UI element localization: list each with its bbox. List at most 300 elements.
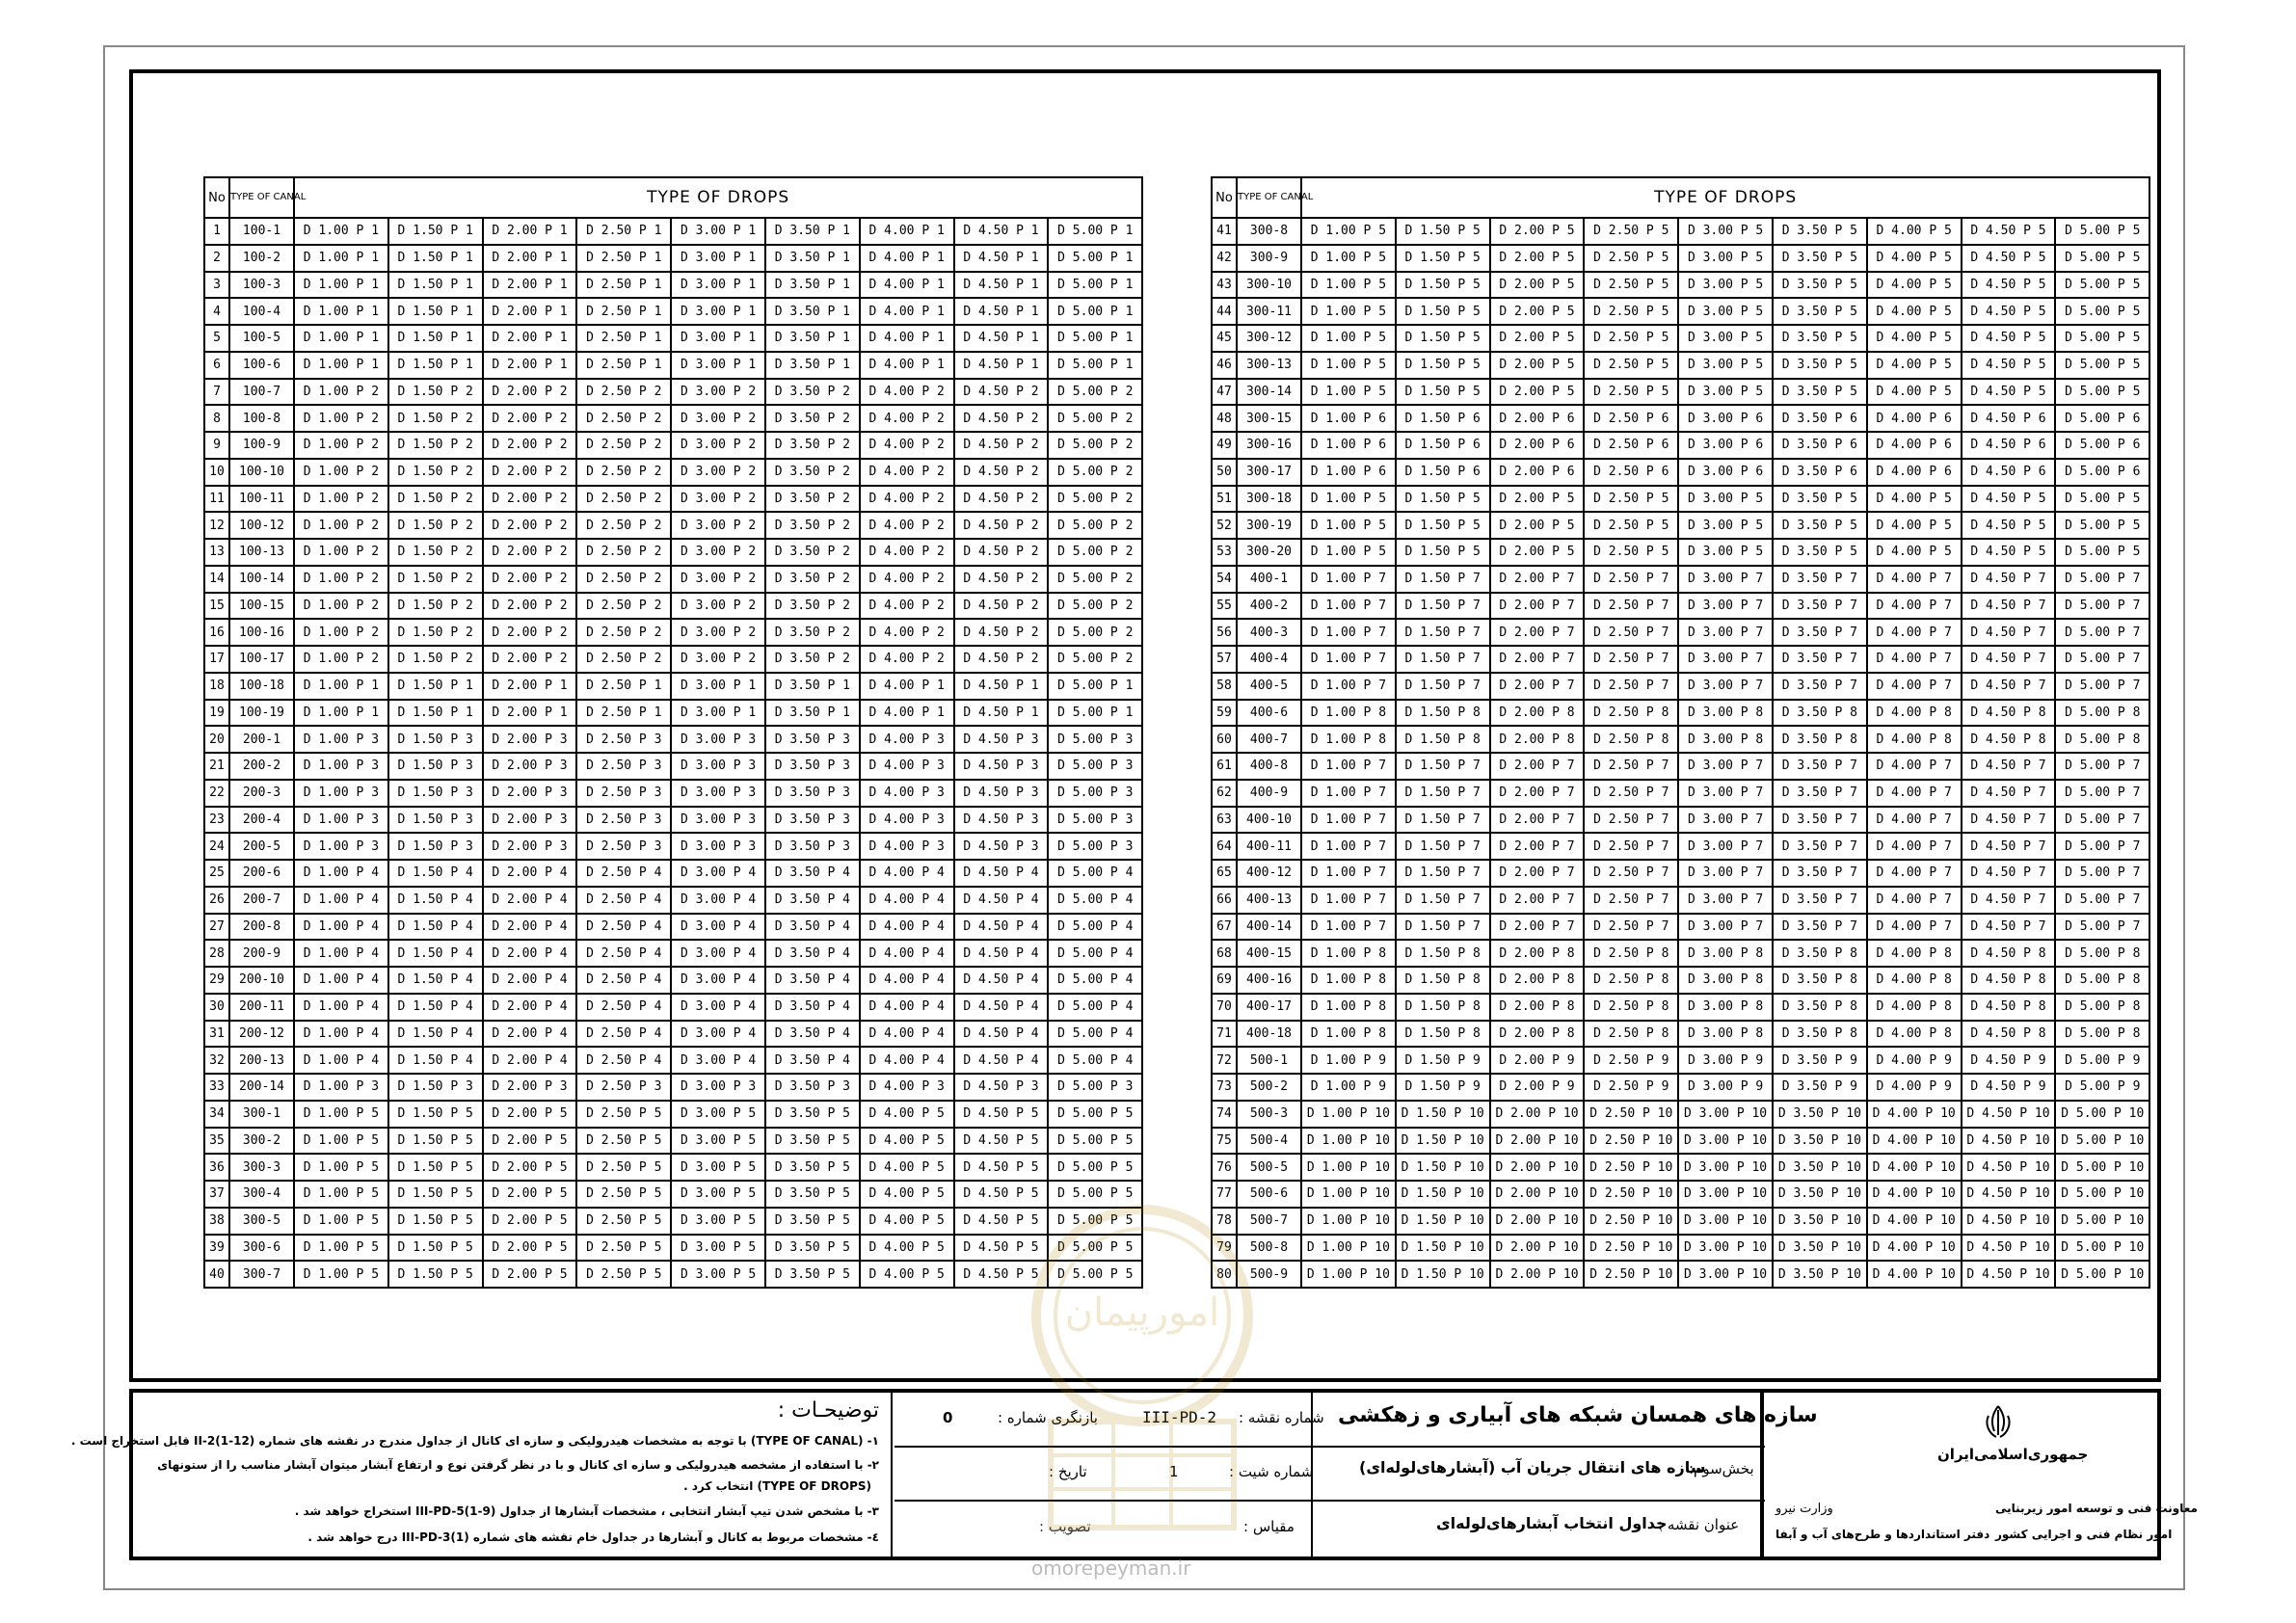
table-row — [1212, 753, 2149, 780]
row-no: 43 — [1212, 272, 1237, 299]
canal-type: 100-2 — [229, 245, 294, 272]
drop-type-cell: D 4.50 P 2 — [954, 512, 1049, 539]
drop-type-cell: D 1.00 P 1 — [294, 352, 388, 379]
drop-type-cell: D 3.00 P 3 — [671, 807, 765, 834]
drop-type-cell: D 5.00 P 5 — [2055, 379, 2149, 406]
drop-type-cell: D 3.50 P 9 — [1773, 1074, 1867, 1101]
drop-type-cell: D 2.50 P 5 — [1584, 486, 1678, 513]
drop-type-cell: D 2.00 P 2 — [483, 593, 577, 620]
drawing-title-label: عنوان نقشه : — [1658, 1516, 1740, 1533]
drop-type-cell: D 3.00 P 7 — [1678, 646, 1773, 673]
drop-type-cell: D 2.00 P 5 — [1490, 272, 1585, 299]
row-no: 16 — [204, 619, 229, 646]
drop-type-cell: D 4.50 P 2 — [954, 486, 1049, 513]
row-no: 23 — [204, 807, 229, 834]
drop-type-cell: D 2.00 P 9 — [1490, 1047, 1585, 1074]
table-row — [204, 807, 1142, 834]
drop-type-cell: D 4.00 P 8 — [1867, 967, 1962, 994]
drop-type-cell: D 2.50 P 4 — [576, 994, 671, 1021]
drop-type-cell: D 2.00 P 5 — [1490, 325, 1585, 352]
drawing-no-value: III-PD-2 — [1142, 1408, 1217, 1426]
drop-type-cell: D 1.50 P 5 — [388, 1235, 483, 1262]
drop-type-cell: D 2.00 P 10 — [1490, 1181, 1585, 1208]
table-row — [204, 352, 1142, 379]
drop-type-cell: D 3.00 P 4 — [671, 1047, 765, 1074]
drop-type-cell: D 2.50 P 1 — [576, 352, 671, 379]
drop-type-cell: D 1.50 P 2 — [388, 405, 483, 432]
drop-type-cell: D 5.00 P 1 — [1048, 298, 1142, 325]
drop-type-cell: D 3.50 P 2 — [765, 405, 860, 432]
drop-type-cell: D 2.00 P 4 — [483, 860, 577, 887]
drop-type-cell: D 4.50 P 2 — [954, 566, 1049, 593]
drop-type-cell: D 1.00 P 7 — [1301, 780, 1396, 807]
drop-type-cell: D 4.50 P 6 — [1962, 432, 2056, 459]
drop-type-cell: D 1.50 P 4 — [388, 994, 483, 1021]
drop-type-cell: D 2.00 P 2 — [483, 486, 577, 513]
drop-type-cell: D 4.50 P 2 — [954, 459, 1049, 486]
drop-type-cell: D 5.00 P 2 — [1048, 539, 1142, 566]
table-row — [204, 1181, 1142, 1208]
drop-type-cell: D 3.50 P 7 — [1773, 619, 1867, 646]
drop-type-cell: D 1.50 P 1 — [388, 298, 483, 325]
drop-type-cell: D 2.00 P 5 — [483, 1101, 577, 1128]
drop-type-cell: D 2.50 P 5 — [1584, 325, 1678, 352]
drop-type-cell: D 3.50 P 10 — [1773, 1154, 1867, 1181]
row-no: 22 — [204, 780, 229, 807]
drop-type-cell: D 4.50 P 1 — [954, 218, 1049, 245]
drop-type-cell: D 3.00 P 5 — [1678, 245, 1773, 272]
drop-type-cell: D 3.00 P 5 — [1678, 352, 1773, 379]
row-no: 27 — [204, 914, 229, 941]
drop-type-cell: D 3.50 P 5 — [1773, 325, 1867, 352]
drop-type-cell: D 3.00 P 2 — [671, 405, 765, 432]
drop-type-cell: D 4.00 P 2 — [860, 459, 954, 486]
drop-type-cell: D 4.50 P 9 — [1962, 1047, 2056, 1074]
drop-type-cell: D 1.50 P 2 — [388, 379, 483, 406]
canal-type: 300-9 — [1237, 245, 1301, 272]
canal-type: 400-7 — [1237, 726, 1301, 753]
drop-type-cell: D 3.50 P 10 — [1773, 1128, 1867, 1155]
drop-type-cell: D 3.50 P 4 — [765, 1021, 860, 1048]
row-no: 32 — [204, 1047, 229, 1074]
drop-type-cell: D 5.00 P 10 — [2055, 1128, 2149, 1155]
drop-type-cell: D 3.00 P 8 — [1678, 726, 1773, 753]
row-no: 19 — [204, 700, 229, 727]
drop-type-cell: D 5.00 P 10 — [2055, 1235, 2149, 1262]
drop-type-cell: D 4.00 P 4 — [860, 860, 954, 887]
drop-type-cell: D 4.00 P 10 — [1867, 1235, 1962, 1262]
drop-type-cell: D 1.00 P 4 — [294, 1021, 388, 1048]
drop-type-cell: D 1.00 P 7 — [1301, 807, 1396, 834]
table-row — [1212, 1101, 2149, 1128]
drop-type-cell: D 2.00 P 2 — [483, 512, 577, 539]
drop-type-cell: D 3.00 P 5 — [1678, 512, 1773, 539]
drop-type-cell: D 1.50 P 7 — [1396, 673, 1490, 700]
drop-type-cell: D 4.00 P 3 — [860, 780, 954, 807]
drop-type-cell: D 1.50 P 5 — [1396, 218, 1490, 245]
drop-type-cell: D 3.00 P 8 — [1678, 700, 1773, 727]
canal-type: 300-10 — [1237, 272, 1301, 299]
drop-type-cell: D 2.00 P 5 — [1490, 298, 1585, 325]
drop-type-cell: D 3.50 P 5 — [1773, 512, 1867, 539]
drop-type-cell: D 4.50 P 8 — [1962, 726, 2056, 753]
drop-type-cell: D 5.00 P 5 — [2055, 325, 2149, 352]
drop-type-cell: D 1.00 P 8 — [1301, 940, 1396, 967]
drop-type-cell: D 3.00 P 4 — [671, 994, 765, 1021]
row-no: 65 — [1212, 860, 1237, 887]
drop-type-cell: D 4.00 P 2 — [860, 486, 954, 513]
drop-type-cell: D 1.50 P 10 — [1396, 1128, 1490, 1155]
row-no: 8 — [204, 405, 229, 432]
drop-type-cell: D 4.50 P 2 — [954, 432, 1049, 459]
drop-type-cell: D 2.00 P 2 — [483, 619, 577, 646]
canal-type: 500-3 — [1237, 1101, 1301, 1128]
drop-type-cell: D 5.00 P 5 — [1048, 1128, 1142, 1155]
drop-type-cell: D 4.00 P 10 — [1867, 1181, 1962, 1208]
drop-type-cell: D 3.00 P 2 — [671, 566, 765, 593]
drawing-no-label: شماره نقشه : — [1239, 1409, 1324, 1426]
canal-type: 500-4 — [1237, 1128, 1301, 1155]
table-row — [204, 646, 1142, 673]
drop-type-cell: D 4.00 P 4 — [860, 1047, 954, 1074]
drop-type-cell: D 3.00 P 7 — [1678, 807, 1773, 834]
drop-type-cell: D 2.50 P 4 — [576, 914, 671, 941]
drop-type-cell: D 3.50 P 1 — [765, 325, 860, 352]
drop-type-cell: D 4.50 P 10 — [1962, 1235, 2056, 1262]
drop-type-cell: D 1.50 P 4 — [388, 1021, 483, 1048]
drop-type-cell: D 4.00 P 10 — [1867, 1208, 1962, 1235]
drop-type-cell: D 3.00 P 3 — [671, 726, 765, 753]
row-no: 36 — [204, 1154, 229, 1181]
drop-type-cell: D 2.50 P 4 — [576, 940, 671, 967]
drop-type-cell: D 5.00 P 1 — [1048, 272, 1142, 299]
table-row — [1212, 1021, 2149, 1048]
canal-type: 200-1 — [229, 726, 294, 753]
table-row — [204, 298, 1142, 325]
drop-type-cell: D 3.50 P 4 — [765, 1047, 860, 1074]
drop-type-cell: D 4.00 P 5 — [1867, 539, 1962, 566]
drop-type-cell: D 3.00 P 4 — [671, 940, 765, 967]
drop-type-cell: D 3.50 P 7 — [1773, 566, 1867, 593]
drop-type-cell: D 4.00 P 7 — [1867, 566, 1962, 593]
canal-type: 400-13 — [1237, 887, 1301, 914]
drop-type-cell: D 1.50 P 3 — [388, 1074, 483, 1101]
drop-type-cell: D 5.00 P 4 — [1048, 1021, 1142, 1048]
table-row — [1212, 379, 2149, 406]
drop-type-cell: D 2.50 P 5 — [576, 1261, 671, 1288]
drop-type-cell: D 1.50 P 8 — [1396, 940, 1490, 967]
canal-type: 100-19 — [229, 700, 294, 727]
drop-type-cell: D 4.00 P 1 — [860, 325, 954, 352]
header-type-of-canal: TYPE OF CANAL — [1237, 177, 1301, 218]
drop-type-cell: D 1.00 P 7 — [1301, 646, 1396, 673]
drop-type-cell: D 1.50 P 7 — [1396, 860, 1490, 887]
table-row — [1212, 1047, 2149, 1074]
row-no: 52 — [1212, 512, 1237, 539]
drop-type-cell: D 3.50 P 2 — [765, 646, 860, 673]
section-label: بخش‌سوم: — [1689, 1460, 1754, 1477]
drop-type-cell: D 3.00 P 1 — [671, 352, 765, 379]
drop-type-cell: D 3.50 P 9 — [1773, 1047, 1867, 1074]
drop-type-cell: D 1.00 P 7 — [1301, 860, 1396, 887]
drop-type-cell: D 3.50 P 7 — [1773, 753, 1867, 780]
drop-type-cell: D 3.00 P 9 — [1678, 1074, 1773, 1101]
drop-type-cell: D 4.00 P 4 — [860, 940, 954, 967]
drop-type-cell: D 2.50 P 2 — [576, 459, 671, 486]
drop-type-cell: D 2.00 P 3 — [483, 1074, 577, 1101]
drop-type-cell: D 1.00 P 7 — [1301, 619, 1396, 646]
drop-type-cell: D 2.00 P 1 — [483, 352, 577, 379]
drop-type-cell: D 4.50 P 2 — [954, 646, 1049, 673]
note-line-2: ٢- با استفاده از مشخصه هیدرولیکی و سازه ای کانال و با در نظر گرفتن نوع و ارتفاع آبشار میتوان آبشار مناسب را از ستونهای — [157, 1458, 879, 1472]
drop-type-cell: D 4.00 P 5 — [1867, 245, 1962, 272]
drop-type-cell: D 5.00 P 4 — [1048, 967, 1142, 994]
drop-type-cell: D 2.00 P 3 — [483, 726, 577, 753]
drop-type-cell: D 2.00 P 7 — [1490, 753, 1585, 780]
table-row — [1212, 860, 2149, 887]
drop-type-cell: D 1.00 P 4 — [294, 1047, 388, 1074]
drop-type-cell: D 1.50 P 5 — [388, 1181, 483, 1208]
drop-type-cell: D 5.00 P 7 — [2055, 914, 2149, 941]
drop-type-cell: D 4.50 P 10 — [1962, 1101, 2056, 1128]
canal-type: 200-12 — [229, 1021, 294, 1048]
drop-type-cell: D 2.00 P 7 — [1490, 914, 1585, 941]
drop-type-cell: D 5.00 P 4 — [1048, 994, 1142, 1021]
table-row — [1212, 833, 2149, 860]
drop-type-cell: D 3.50 P 2 — [765, 539, 860, 566]
drop-type-cell: D 1.50 P 5 — [388, 1101, 483, 1128]
drop-type-cell: D 2.00 P 4 — [483, 940, 577, 967]
drop-type-cell: D 4.00 P 2 — [860, 405, 954, 432]
drop-type-cell: D 4.00 P 5 — [1867, 218, 1962, 245]
drop-type-cell: D 1.00 P 5 — [1301, 325, 1396, 352]
drop-type-cell: D 1.00 P 5 — [294, 1261, 388, 1288]
drop-type-cell: D 1.50 P 4 — [388, 940, 483, 967]
drop-type-cell: D 1.50 P 9 — [1396, 1074, 1490, 1101]
drop-type-cell: D 2.50 P 5 — [576, 1101, 671, 1128]
drop-type-cell: D 1.50 P 7 — [1396, 753, 1490, 780]
drop-type-cell: D 2.00 P 8 — [1490, 700, 1585, 727]
drops-table-left — [203, 176, 1143, 1289]
header-no: No — [204, 177, 229, 218]
drop-type-cell: D 3.50 P 5 — [1773, 486, 1867, 513]
row-no: 48 — [1212, 405, 1237, 432]
drop-type-cell: D 3.00 P 5 — [671, 1101, 765, 1128]
drop-type-cell: D 1.00 P 2 — [294, 539, 388, 566]
drop-type-cell: D 4.50 P 9 — [1962, 1074, 2056, 1101]
drop-type-cell: D 4.00 P 3 — [860, 726, 954, 753]
drop-type-cell: D 1.00 P 5 — [1301, 218, 1396, 245]
drop-type-cell: D 2.50 P 5 — [1584, 298, 1678, 325]
drop-type-cell: D 4.00 P 5 — [1867, 298, 1962, 325]
drop-type-cell: D 3.00 P 4 — [671, 967, 765, 994]
drop-type-cell: D 1.00 P 5 — [294, 1235, 388, 1262]
drop-type-cell: D 4.00 P 4 — [860, 887, 954, 914]
drop-type-cell: D 3.00 P 10 — [1678, 1154, 1773, 1181]
canal-type: 100-15 — [229, 593, 294, 620]
drop-type-cell: D 5.00 P 5 — [2055, 512, 2149, 539]
drop-type-cell: D 1.00 P 5 — [1301, 272, 1396, 299]
row-no: 29 — [204, 967, 229, 994]
canal-type: 400-6 — [1237, 700, 1301, 727]
table-row — [1212, 1074, 2149, 1101]
row-no: 67 — [1212, 914, 1237, 941]
drop-type-cell: D 2.50 P 3 — [576, 726, 671, 753]
drop-type-cell: D 3.00 P 1 — [671, 245, 765, 272]
drop-type-cell: D 2.50 P 2 — [576, 593, 671, 620]
row-no: 66 — [1212, 887, 1237, 914]
drop-type-cell: D 2.00 P 7 — [1490, 566, 1585, 593]
drop-type-cell: D 2.00 P 2 — [483, 566, 577, 593]
drop-type-cell: D 4.50 P 5 — [1962, 539, 2056, 566]
table-row — [1212, 218, 2149, 245]
table-row — [204, 860, 1142, 887]
drop-type-cell: D 5.00 P 1 — [1048, 352, 1142, 379]
drop-type-cell: D 5.00 P 5 — [2055, 539, 2149, 566]
canal-type: 300-12 — [1237, 325, 1301, 352]
table-row — [1212, 245, 2149, 272]
drop-type-cell: D 4.00 P 7 — [1867, 673, 1962, 700]
drop-type-cell: D 3.00 P 10 — [1678, 1128, 1773, 1155]
drop-type-cell: D 3.50 P 3 — [765, 807, 860, 834]
drop-type-cell: D 1.00 P 10 — [1301, 1181, 1396, 1208]
drop-type-cell: D 3.50 P 2 — [765, 459, 860, 486]
drop-type-cell: D 5.00 P 4 — [1048, 1047, 1142, 1074]
drop-type-cell: D 1.50 P 10 — [1396, 1181, 1490, 1208]
row-no: 39 — [204, 1235, 229, 1262]
drop-type-cell: D 4.00 P 5 — [1867, 486, 1962, 513]
drop-type-cell: D 1.00 P 8 — [1301, 726, 1396, 753]
row-no: 79 — [1212, 1235, 1237, 1262]
drop-type-cell: D 1.00 P 1 — [294, 673, 388, 700]
drop-type-cell: D 1.50 P 10 — [1396, 1154, 1490, 1181]
drop-type-cell: D 4.50 P 3 — [954, 807, 1049, 834]
drop-type-cell: D 2.00 P 4 — [483, 967, 577, 994]
drop-type-cell: D 2.00 P 4 — [483, 1047, 577, 1074]
drop-type-cell: D 3.00 P 8 — [1678, 967, 1773, 994]
drop-type-cell: D 2.50 P 5 — [1584, 539, 1678, 566]
drop-type-cell: D 2.00 P 1 — [483, 673, 577, 700]
drop-type-cell: D 4.00 P 7 — [1867, 887, 1962, 914]
row-no: 61 — [1212, 753, 1237, 780]
drop-type-cell: D 4.00 P 7 — [1867, 619, 1962, 646]
table-row — [204, 512, 1142, 539]
drop-type-cell: D 3.50 P 7 — [1773, 646, 1867, 673]
drop-type-cell: D 4.50 P 8 — [1962, 940, 2056, 967]
drop-type-cell: D 2.50 P 5 — [1584, 218, 1678, 245]
drop-type-cell: D 2.50 P 5 — [1584, 272, 1678, 299]
drop-type-cell: D 3.50 P 8 — [1773, 967, 1867, 994]
drop-type-cell: D 4.50 P 1 — [954, 245, 1049, 272]
drop-type-cell: D 4.00 P 6 — [1867, 432, 1962, 459]
revision-value: 0 — [943, 1409, 953, 1426]
drop-type-cell: D 4.50 P 3 — [954, 1074, 1049, 1101]
table-row — [1212, 646, 2149, 673]
drop-type-cell: D 4.00 P 6 — [1867, 459, 1962, 486]
drop-type-cell: D 5.00 P 4 — [1048, 887, 1142, 914]
drop-type-cell: D 4.50 P 5 — [954, 1235, 1049, 1262]
drop-type-cell: D 4.50 P 5 — [954, 1261, 1049, 1288]
table-row — [1212, 726, 2149, 753]
drop-type-cell: D 3.00 P 7 — [1678, 833, 1773, 860]
drop-type-cell: D 4.00 P 4 — [860, 1021, 954, 1048]
drop-type-cell: D 5.00 P 7 — [2055, 673, 2149, 700]
row-no: 38 — [204, 1208, 229, 1235]
drop-type-cell: D 2.50 P 6 — [1584, 405, 1678, 432]
drop-type-cell: D 1.50 P 5 — [1396, 245, 1490, 272]
drop-type-cell: D 2.00 P 5 — [1490, 486, 1585, 513]
drop-type-cell: D 2.00 P 8 — [1490, 1021, 1585, 1048]
drop-type-cell: D 2.50 P 4 — [576, 1047, 671, 1074]
drop-type-cell: D 4.50 P 3 — [954, 833, 1049, 860]
drop-type-cell: D 3.50 P 5 — [1773, 352, 1867, 379]
drop-type-cell: D 3.00 P 1 — [671, 700, 765, 727]
drop-type-cell: D 4.50 P 5 — [1962, 379, 2056, 406]
row-no: 15 — [204, 593, 229, 620]
drop-type-cell: D 4.00 P 3 — [860, 833, 954, 860]
drop-type-cell: D 1.50 P 7 — [1396, 566, 1490, 593]
drop-type-cell: D 1.00 P 6 — [1301, 405, 1396, 432]
row-no: 55 — [1212, 593, 1237, 620]
canal-type: 400-16 — [1237, 967, 1301, 994]
canal-type: 300-13 — [1237, 352, 1301, 379]
drop-type-cell: D 1.00 P 7 — [1301, 833, 1396, 860]
canal-type: 300-2 — [229, 1128, 294, 1155]
drop-type-cell: D 2.50 P 5 — [576, 1181, 671, 1208]
drop-type-cell: D 3.00 P 1 — [671, 272, 765, 299]
sheet-no-value: 1 — [1169, 1463, 1179, 1480]
table-row — [204, 994, 1142, 1021]
drop-type-cell: D 5.00 P 3 — [1048, 753, 1142, 780]
drop-type-cell: D 2.00 P 8 — [1490, 940, 1585, 967]
drop-type-cell: D 3.00 P 6 — [1678, 459, 1773, 486]
header-no: No — [1212, 177, 1237, 218]
drop-type-cell: D 5.00 P 7 — [2055, 593, 2149, 620]
drop-type-cell: D 1.00 P 5 — [1301, 245, 1396, 272]
drop-type-cell: D 1.00 P 10 — [1301, 1154, 1396, 1181]
row-no: 34 — [204, 1101, 229, 1128]
drop-type-cell: D 4.00 P 8 — [1867, 940, 1962, 967]
drop-type-cell: D 3.50 P 10 — [1773, 1235, 1867, 1262]
canal-type: 100-3 — [229, 272, 294, 299]
drop-type-cell: D 3.00 P 7 — [1678, 860, 1773, 887]
drop-type-cell: D 4.00 P 5 — [1867, 325, 1962, 352]
drop-type-cell: D 1.00 P 2 — [294, 459, 388, 486]
drop-type-cell: D 4.50 P 1 — [954, 272, 1049, 299]
table-row — [204, 272, 1142, 299]
drop-type-cell: D 2.50 P 10 — [1584, 1101, 1678, 1128]
drop-type-cell: D 1.00 P 9 — [1301, 1074, 1396, 1101]
drop-type-cell: D 4.50 P 5 — [954, 1181, 1049, 1208]
row-no: 20 — [204, 726, 229, 753]
drop-type-cell: D 5.00 P 10 — [2055, 1208, 2149, 1235]
drop-type-cell: D 3.00 P 2 — [671, 593, 765, 620]
canal-type: 300-16 — [1237, 432, 1301, 459]
canal-type: 300-4 — [229, 1181, 294, 1208]
drop-type-cell: D 2.50 P 3 — [576, 1074, 671, 1101]
canal-type: 400-10 — [1237, 807, 1301, 834]
drop-type-cell: D 2.00 P 2 — [483, 432, 577, 459]
canal-type: 400-8 — [1237, 753, 1301, 780]
canal-type: 400-14 — [1237, 914, 1301, 941]
drop-type-cell: D 5.00 P 1 — [1048, 325, 1142, 352]
drop-type-cell: D 5.00 P 1 — [1048, 673, 1142, 700]
drop-type-cell: D 2.50 P 6 — [1584, 459, 1678, 486]
drop-type-cell: D 4.00 P 7 — [1867, 807, 1962, 834]
drop-type-cell: D 2.50 P 2 — [576, 646, 671, 673]
table-row — [1212, 914, 2149, 941]
note-line-5: ٤- مشخصات مربوط به کانال و آبشارها در جداول خام نقشه های شماره (1)III-PD-3 درج خواهد شد . — [307, 1530, 879, 1544]
